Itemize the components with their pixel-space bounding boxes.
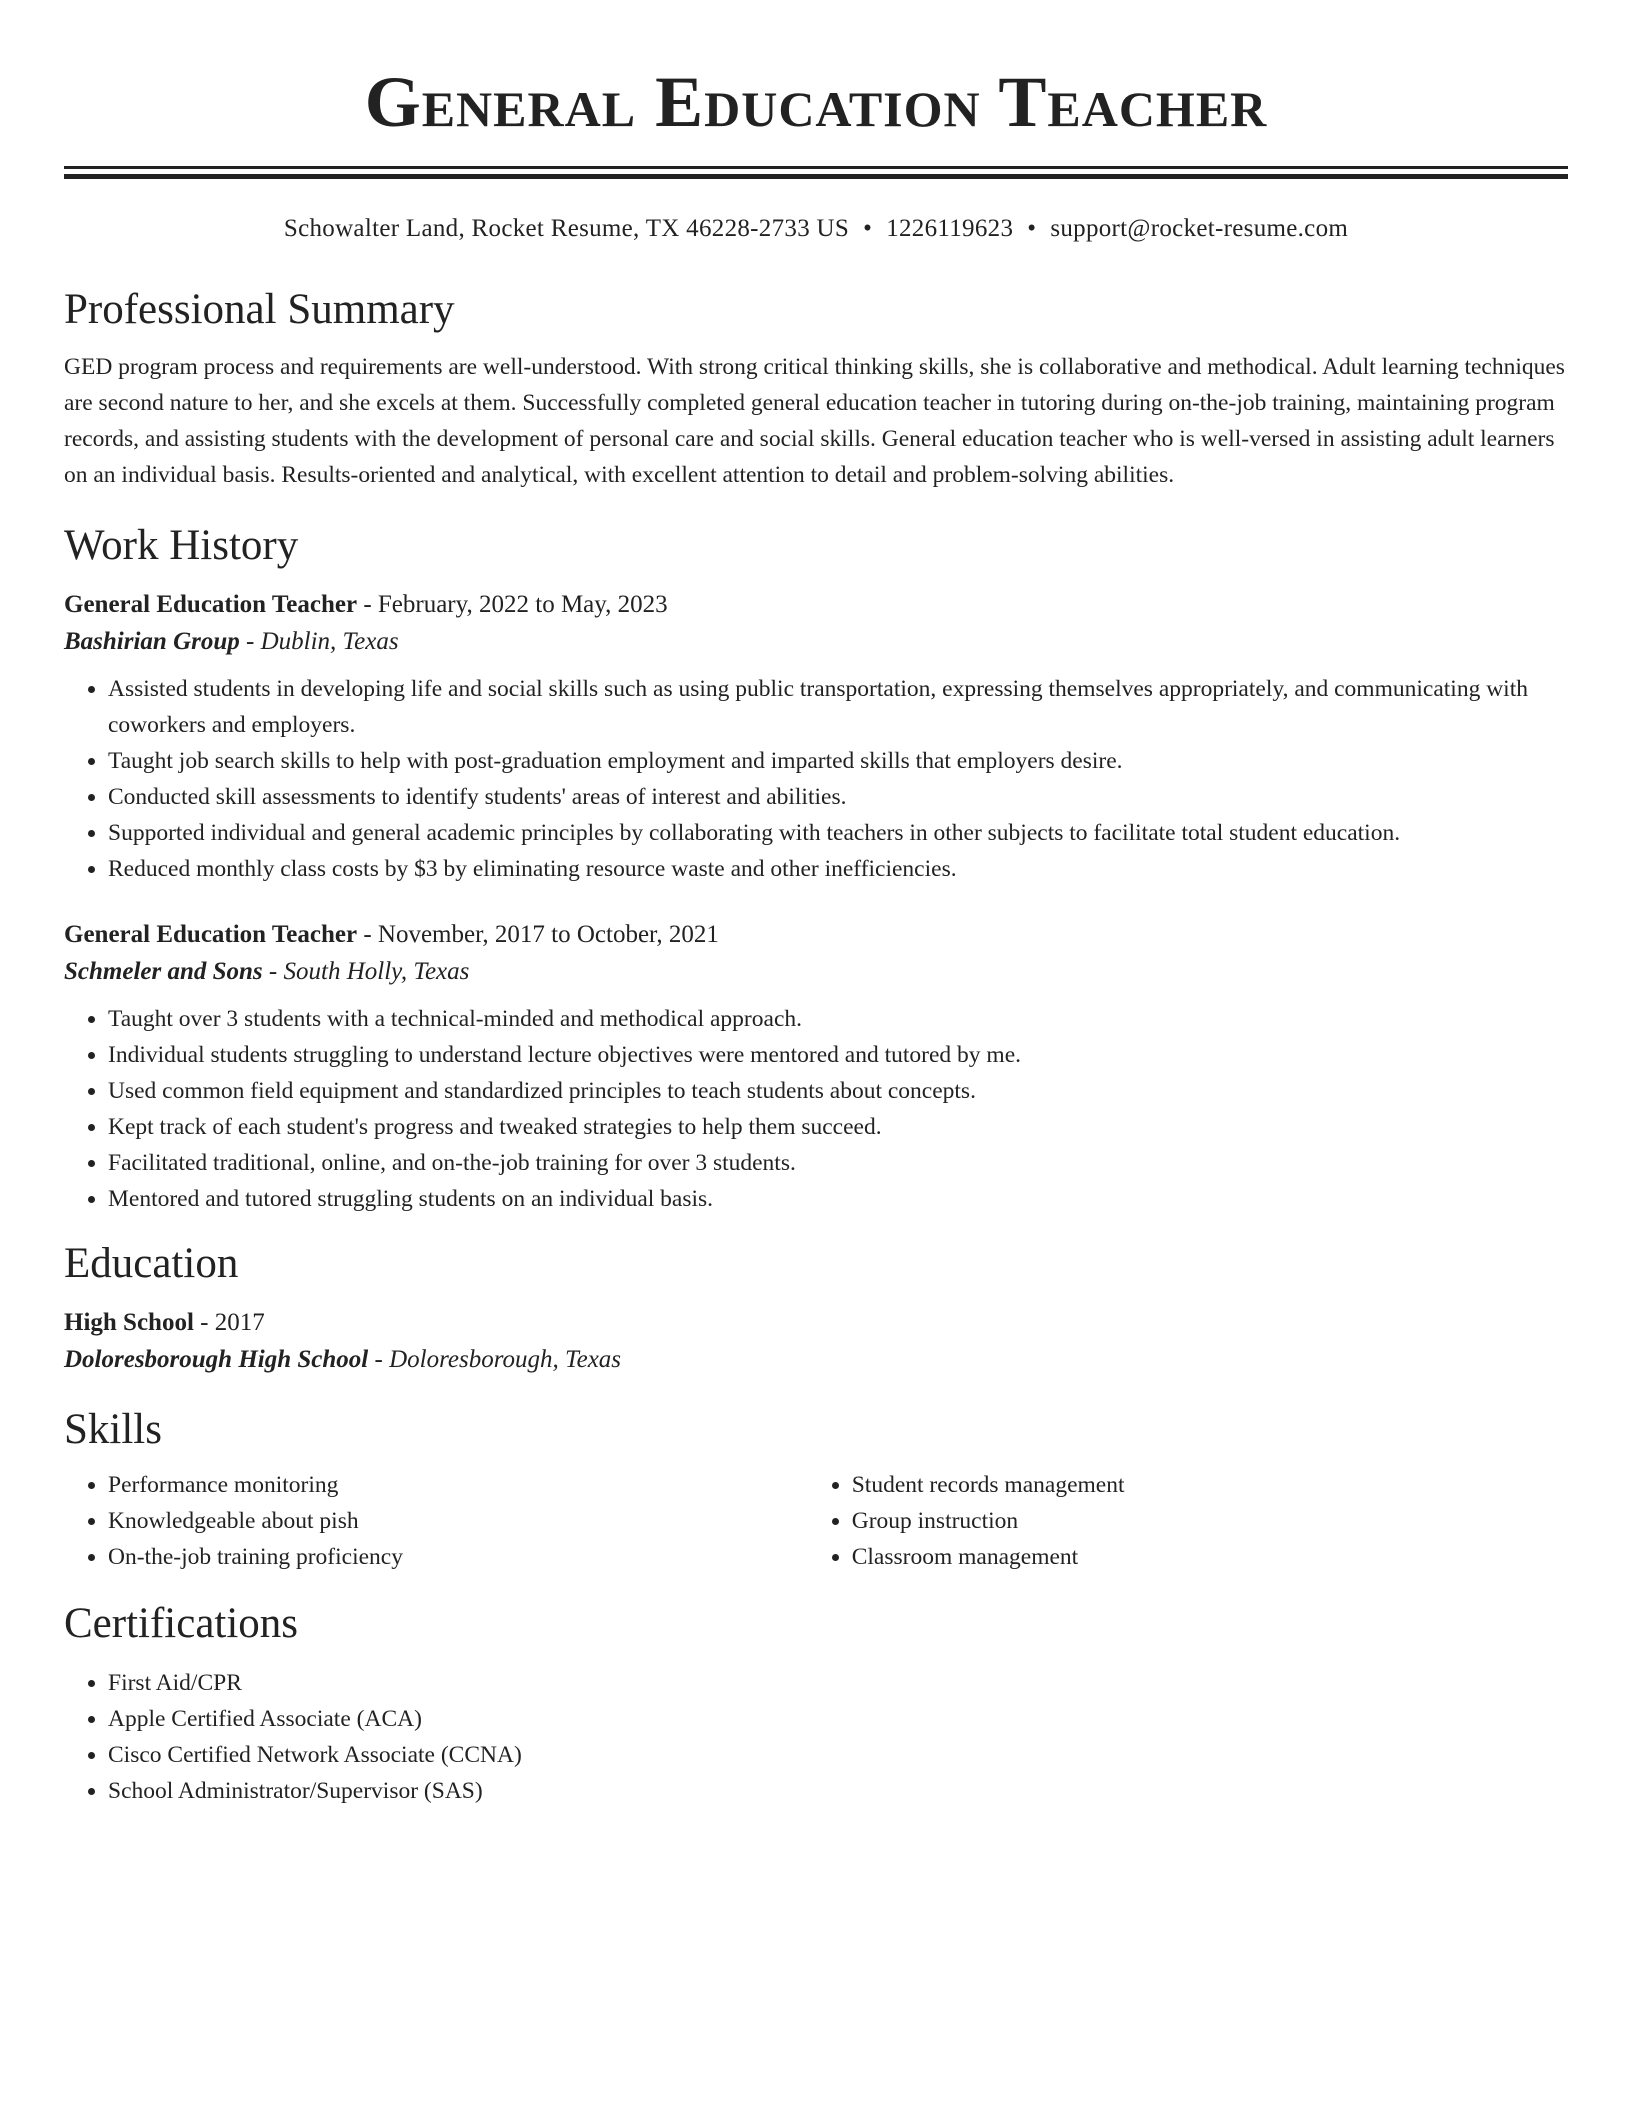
contact-phone: 1226119623 xyxy=(886,215,1014,242)
skill-item: • Performance monitoring xyxy=(108,1467,768,1503)
job-bullet: • Used common field equipment and standardized principles to teach students about concepts. xyxy=(108,1073,1568,1109)
job-location: - South Holly, Texas xyxy=(262,958,470,985)
job-employer xyxy=(64,623,1568,661)
job-employer xyxy=(64,953,1568,991)
job-company: Bashirian Group xyxy=(64,628,240,655)
job-role: General Education Teacher xyxy=(64,591,358,618)
contact-line xyxy=(64,213,1568,245)
resume-page xyxy=(64,0,1568,1809)
job-entry xyxy=(64,587,1568,887)
job-dates: - November, 2017 to October, 2021 xyxy=(357,921,719,948)
job-bullet: • Kept track of each student's progress and tweaked strategies to help them succeed. xyxy=(108,1109,1568,1145)
job-role: General Education Teacher xyxy=(64,921,358,948)
resume-name: General Education Teacher xyxy=(364,62,1268,142)
job-dates: - February, 2022 to May, 2023 xyxy=(357,591,668,618)
job-entry xyxy=(64,917,1568,1217)
header-rule-bottom xyxy=(64,174,1568,179)
job-bullets xyxy=(64,671,1568,887)
contact-separator: • xyxy=(1027,215,1037,242)
contact-address: Schowalter Land, Rocket Resume, TX 46228-2733 US xyxy=(283,215,850,242)
contact-separator: • xyxy=(863,215,873,242)
job-header xyxy=(64,587,1568,623)
job-bullets xyxy=(64,1001,1568,1217)
summary-text: GED program process and requirements are well-understood. With strong critical thinking skills, she is collaborative and methodical. Adult learning techniques are second nature to her, and she excels at them. Successfully completed general education teacher in tutoring during on-the-job training, maintaining program records, and assisting students with the development of personal care and social skills. General education teacher who is well-versed in assisting adult learners on an individual basis. Results-oriented and analytical, with excellent attention to detail and problem-solving abilities. xyxy=(64,354,1565,488)
skill-item: • On-the-job training proficiency xyxy=(108,1539,768,1575)
education-year: - 2017 xyxy=(193,1309,265,1336)
job-company: Schmeler and Sons xyxy=(64,958,263,985)
education-school: Doloresborough High School xyxy=(64,1346,369,1373)
certification-item: • School Administrator/Supervisor (SAS) xyxy=(108,1773,1568,1809)
education-header xyxy=(64,1305,1568,1341)
education-entry xyxy=(64,1305,1568,1379)
certification-item: • Cisco Certified Network Associate (CCNA) xyxy=(108,1737,1568,1773)
section-title-skills: Skills xyxy=(64,1406,162,1453)
skill-item: • Classroom management xyxy=(852,1539,1568,1575)
job-bullet: • Taught over 3 students with a technical-minded and methodical approach. xyxy=(108,1001,1568,1037)
skills-column-right xyxy=(808,1467,1568,1575)
header-rule-top xyxy=(64,166,1568,169)
skill-item: • Group instruction xyxy=(852,1503,1568,1539)
job-bullet: • Mentored and tutored struggling students on an individual basis. xyxy=(108,1181,1568,1217)
education-degree: High School xyxy=(64,1309,194,1336)
section-title-work: Work History xyxy=(64,522,299,569)
section-title-summary: Professional Summary xyxy=(64,286,455,333)
contact-email: support@rocket-resume.com xyxy=(1050,215,1349,242)
certification-item: • First Aid/CPR xyxy=(108,1665,1568,1701)
skills-list xyxy=(64,1467,1568,1575)
skills-column-left xyxy=(64,1467,768,1575)
job-bullet: • Conducted skill assessments to identify students' areas of interest and abilities. xyxy=(108,779,1568,815)
certification-item: • Apple Certified Associate (ACA) xyxy=(108,1701,1568,1737)
education-institution xyxy=(64,1341,1568,1379)
education-location: - Doloresborough, Texas xyxy=(368,1346,622,1373)
job-bullet: • Taught job search skills to help with post-graduation employment and imparted skills that employers desire. xyxy=(108,743,1568,779)
skill-item: • Student records management xyxy=(852,1467,1568,1503)
job-bullet: • Assisted students in developing life and social skills such as using public transportation, expressing themselves appropriately, and communicating with coworkers and employers. xyxy=(108,671,1568,743)
job-bullet: • Supported individual and general academic principles by collaborating with teachers in other subjects to facilitate total student education. xyxy=(108,815,1568,851)
section-title-education: Education xyxy=(64,1240,239,1287)
job-bullet: • Individual students struggling to understand lecture objectives were mentored and tutored by me. xyxy=(108,1037,1568,1073)
job-location: - Dublin, Texas xyxy=(239,628,399,655)
job-header xyxy=(64,917,1568,953)
job-bullet: • Reduced monthly class costs by $3 by eliminating resource waste and other inefficiencies. xyxy=(108,851,1568,887)
section-title-certifications: Certifications xyxy=(64,1600,299,1647)
skill-item: • Knowledgeable about pish xyxy=(108,1503,768,1539)
certifications-list xyxy=(64,1665,1568,1809)
job-bullet: • Facilitated traditional, online, and on-the-job training for over 3 students. xyxy=(108,1145,1568,1181)
